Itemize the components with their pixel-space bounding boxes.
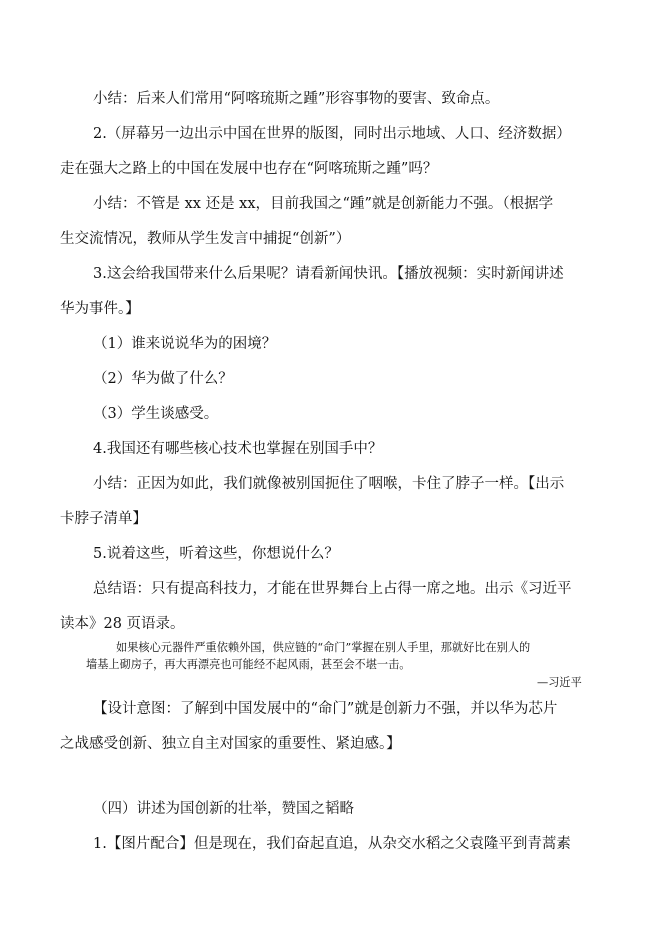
design-intent-line-2: 之战感受创新、独立自主对国家的重要性、紧迫感。】 (60, 736, 401, 752)
item-5: 5.说着这些，听着这些，你想说什么？ (93, 546, 339, 562)
sub-item-2: （2）华为做了什么？ (93, 371, 233, 387)
item-4: 4.我国还有哪些核心技术也掌握在别国手中？ (93, 441, 383, 457)
item-2-line-2: 走在强大之路上的中国在发展中也存在“阿喀琉斯之踵”吗？ (60, 161, 438, 177)
summary-innovation-line-2: 生交流情况，教师从学生发言中捕捉“创新”） (60, 231, 351, 247)
sub-item-3: （3）学生谈感受。 (93, 406, 219, 422)
section-heading: （四）讲述为国创新的壮举，赞国之韬略 (93, 801, 354, 817)
summary-innovation-line-1: 小结：不管是 xx 还是 xx，目前我国之“踵”就是创新能力不强。（根据学 (93, 196, 554, 212)
quote-line-1: 如果核心元器件严重依赖外国，供应链的“命门”掌握在别人手里，那就好比在别人的 (116, 641, 531, 654)
quote-author: —习近平 (537, 676, 582, 689)
quote-line-2: 墙基上砌房子，再大再漂亮也可能经不起风雨，甚至会不堪一击。 (86, 658, 411, 671)
item-3-line-1: 3.这会给我国带来什么后果呢？请看新闻快讯。【播放视频：实时新闻讲述 (93, 266, 564, 282)
summary-choke-line-2: 卡脖子清单】 (60, 511, 147, 527)
summary-choke-line-1: 小结：正因为如此，我们就像被别国扼住了咽喉，卡住了脖子一样。【出示 (93, 476, 565, 492)
sub-item-1: （1）谁来说说华为的困境？ (93, 336, 277, 352)
section-item-1: 1.【图片配合】但是现在，我们奋起直追，从杂交水稻之父袁隆平到青蒿素 (93, 836, 571, 852)
item-2-line-1: 2.（屏幕另一边出示中国在世界的版图，同时出示地域、人口、经济数据） (93, 126, 571, 142)
conclusion-line-1: 总结语：只有提高科技力，才能在世界舞台上占得一席之地。出示《习近平 (93, 581, 572, 597)
summary-achilles: 小结：后来人们常用“阿喀琉斯之踵”形容事物的要害、致命点。 (93, 91, 500, 107)
design-intent-line-1: 【设计意图：了解到中国发展中的“命门”就是创新力不强，并以华为芯片 (93, 701, 558, 717)
conclusion-line-2: 读本》28 页语录。 (60, 616, 185, 632)
item-3-line-2: 华为事件。】 (60, 301, 140, 317)
